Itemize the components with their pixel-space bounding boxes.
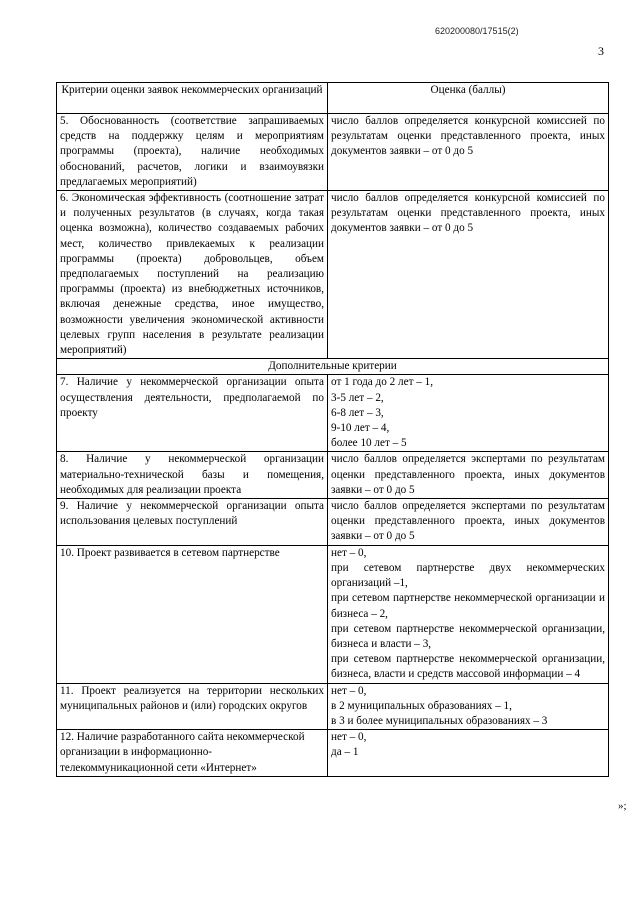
header-score: Оценка (баллы) <box>328 83 609 114</box>
section-row <box>57 359 609 375</box>
score-line: при сетевом партнерстве некоммерческой организации, бизнеса, власти и средств массовой информации – 4 <box>331 653 605 681</box>
table-header-row <box>57 83 609 114</box>
page-number: 3 <box>598 44 604 58</box>
score-line: при сетевом партнерстве двух некоммерческих организаций –1, <box>331 561 605 590</box>
table-row <box>57 375 609 452</box>
criterion-cell: 7. Наличие у некоммерческой организации опыта осуществления деятельности, предполагаемой по проекту <box>57 375 328 452</box>
table-row <box>57 114 609 191</box>
table-row <box>57 545 609 683</box>
criterion-cell: 10. Проект развивается в сетевом партнерстве <box>57 545 328 683</box>
criterion-cell: 6. Экономическая эффективность (соотношение затрат и полученных результатов (в случаях, когда такая оценка возможна), количество создаваемых рабочих мест, количество привлекаемых к реализации программы (проекта) добровольцев, объем предполагаемых поступлений на реализацию программы (проекта) из внебюджетных источников, включая денежные средства, иное имущество, возможности увеличения экономической активности целевых групп населения в результате реализации мероприятий) <box>57 191 328 359</box>
criterion-cell: 5. Обоснованность (соответствие запрашиваемых средств на поддержку целям и мероприятиям программы (проекта), наличие необходимых обоснований, расчетов, логики и взаимоувязки предлагаемых мероприятий) <box>57 114 328 191</box>
score-line: при сетевом партнерстве некоммерческой организации, бизнеса и власти – 3, <box>331 622 605 650</box>
score-cell <box>328 545 609 683</box>
criterion-cell: 12. Наличие разработанного сайта некоммерческой организации в информационно-телекоммуникационной сети «Интернет» <box>57 730 328 777</box>
score-line: в 3 и более муниципальных образованиях – 3 <box>331 714 548 727</box>
score-line: 3-5 лет – 2, <box>331 391 384 404</box>
document-id: 620200080/17515(2) <box>435 26 519 36</box>
score-cell <box>328 452 609 499</box>
header-criteria: Критерии оценки заявок некоммерческих организаций <box>57 83 328 114</box>
criterion-cell: 11. Проект реализуется на территории нескольких муниципальных районов и (или) городских округов <box>57 683 328 730</box>
score-line: число баллов определяется экспертами по результатам оценки представленного проекта, иных документов заявки – от 0 до 5 <box>331 453 605 496</box>
score-cell <box>328 375 609 452</box>
score-line: нет – 0, <box>331 731 367 744</box>
score-line: в 2 муниципальных образованиях – 1, <box>331 699 512 712</box>
score-cell <box>328 683 609 730</box>
criterion-cell: 9. Наличие у некоммерческой организации опыта использования целевых поступлений <box>57 499 328 546</box>
table-row <box>57 683 609 730</box>
score-line: да – 1 <box>331 746 359 759</box>
score-line: от 1 года до 2 лет – 1, <box>331 376 434 389</box>
score-line: более 10 лет – 5 <box>331 437 407 450</box>
criterion-cell: 8. Наличие у некоммерческой организации материально-технической базы и помещения, необходимых для реализации проекта <box>57 452 328 499</box>
score-line: при сетевом партнерстве некоммерческой организации и бизнеса – 2, <box>331 592 605 620</box>
score-line: 9-10 лет – 4, <box>331 422 390 435</box>
table-row <box>57 191 609 359</box>
table-row <box>57 452 609 499</box>
score-line: число баллов определяется экспертами по результатам оценки представленного проекта, иных документов заявки – от 0 до 5 <box>331 500 605 543</box>
table-row <box>57 499 609 546</box>
score-line: нет – 0, <box>331 684 367 697</box>
score-line: 6-8 лет – 3, <box>331 406 384 419</box>
criteria-table <box>56 82 609 777</box>
score-cell: число баллов определяется конкурсной комиссией по результатам оценки представленного проекта, иных документов заявки – от 0 до 5 <box>328 114 609 191</box>
section-title: Дополнительные критерии <box>57 359 609 375</box>
score-cell <box>328 499 609 546</box>
table-row <box>57 730 609 777</box>
score-cell <box>328 730 609 777</box>
closing-quote-mark: »; <box>618 800 627 812</box>
score-line: нет – 0, <box>331 546 367 559</box>
score-cell: число баллов определяется конкурсной комиссией по результатам оценки представленного проекта, иных документов заявки – от 0 до 5 <box>328 191 609 359</box>
